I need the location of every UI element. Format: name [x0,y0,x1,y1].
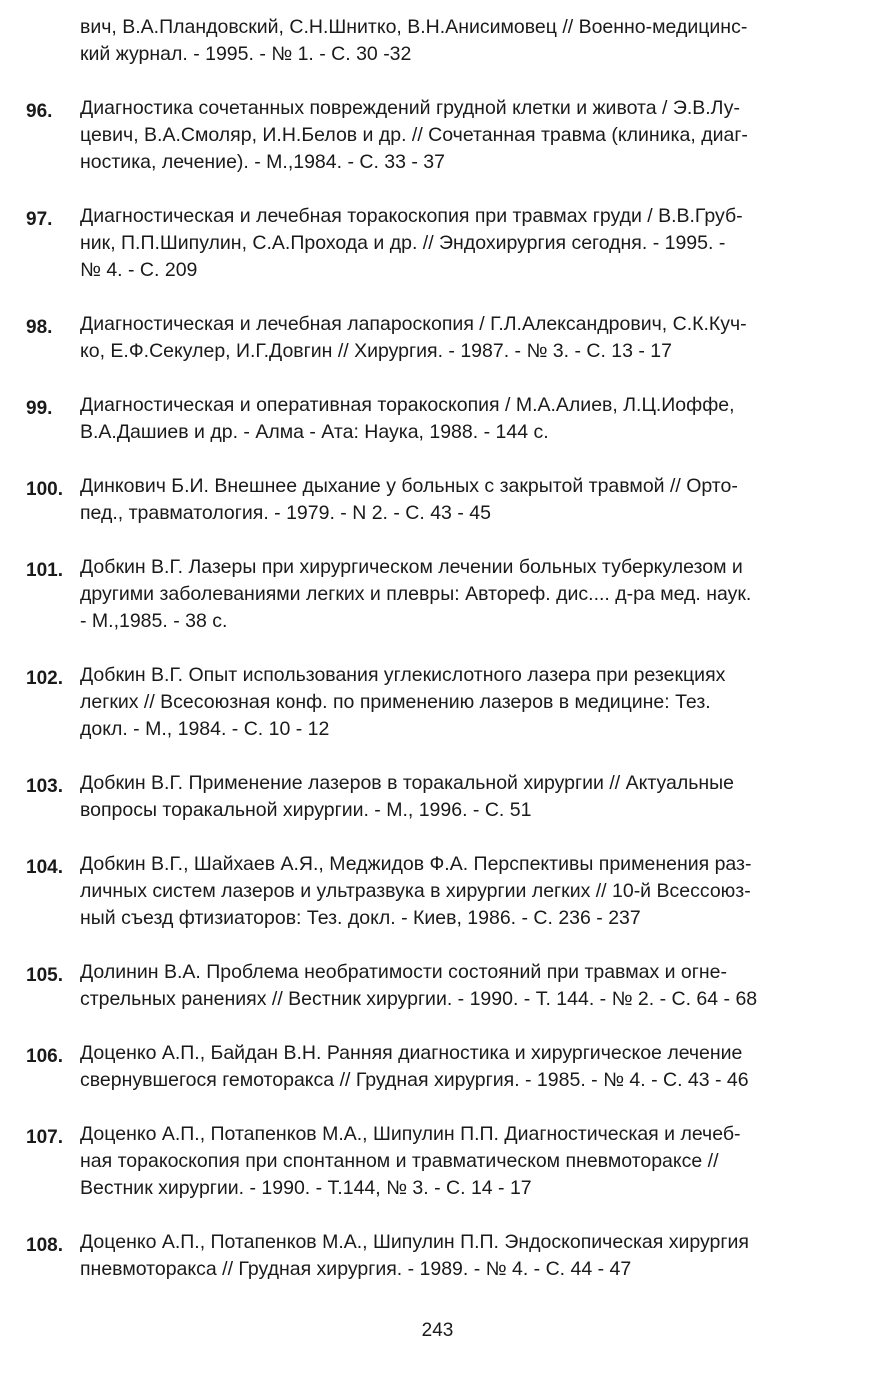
reference-item [26,311,850,365]
reference-text: Динкович Б.И. Внешнее дыхание у больных с закрытой травмой // Орто- пед., травматология. - 1979. - N 2. - С. 43 - 45 [80,475,738,524]
reference-text: Добкин В.Г., Шайхаев А.Я., Меджидов Ф.А. Перспективы применения раз- личных систем лазеров и ультразвука в хирургии легких // 10-й Всессоюз- ный съезд фтизиаторов: Тез. докл. - Киев, 1986. - С. 236 - 237 [80,853,752,929]
reference-item [26,95,850,176]
reference-list [26,14,850,1310]
reference-item [26,473,850,527]
reference-number: 96. [26,101,53,122]
reference-number: 102. [26,668,63,689]
reference-item [26,1229,850,1283]
page-number: 243 [421,1320,454,1341]
reference-number: 108. [26,1235,63,1256]
reference-item [26,770,850,824]
reference-number: 107. [26,1127,63,1148]
reference-item [26,554,850,635]
reference-item [26,203,850,284]
reference-number: 99. [26,398,53,419]
reference-item [26,1121,850,1202]
reference-number: 104. [26,857,63,878]
reference-text: Диагностика сочетанных повреждений грудной клетки и живота / Э.В.Лу- цевич, В.А.Смоляр, И.Н.Белов и др. // Сочетанная травма (клиника, диаг- ностика, лечение). - М.,1984. - С. 33 - 37 [80,97,748,173]
reference-number: 105. [26,965,63,986]
reference-text: Доценко А.П., Потапенков М.А., Шипулин П.П. Диагностическая и лечеб- ная торакоскопия при спонтанном и травматическом пневмотораксе // Вестник хирургии. - 1990. - Т.144, № 3. - С. 14 - 17 [80,1123,741,1199]
reference-text: Добкин В.Г. Опыт использования углекислотного лазера при резекциях легких // Всесоюзная конф. по применению лазеров в медицине: Тез. докл. - М., 1984. - С. 10 - 12 [80,664,726,740]
reference-text: Доценко А.П., Байдан В.Н. Ранняя диагностика и хирургическое лечение свернувшегося гемоторакса // Грудная хирургия. - 1985. - № 4. - С. 43 - 46 [80,1042,749,1091]
reference-number: 100. [26,479,63,500]
reference-text: Добкин В.Г. Применение лазеров в торакальной хирургии // Актуальные вопросы торакальной хирургии. - М., 1996. - С. 51 [80,772,735,821]
reference-item [26,392,850,446]
reference-text: вич, В.А.Пландовский, С.Н.Шнитко, В.Н.Анисимовец // Военно-медицинс- кий журнал. - 1995. - № 1. - С. 30 -32 [80,16,748,65]
reference-item [26,1040,850,1094]
reference-text: Долинин В.А. Проблема необратимости состояний при травмах и огне- стрельных ранениях // Вестник хирургии. - 1990. - Т. 144. - № 2. - С. 64 - 68 [80,961,758,1010]
reference-number: 101. [26,560,63,581]
reference-item [26,959,850,1013]
reference-number: 97. [26,209,53,230]
reference-text: Диагностическая и оперативная торакоскопия / М.А.Алиев, Л.Ц.Иоффе, В.А.Дашиев и др. - Алма - Ата: Наука, 1988. - 144 с. [80,394,735,443]
reference-text: Доценко А.П., Потапенков М.А., Шипулин П.П. Эндоскопическая хирургия пневмоторакса // Грудная хирургия. - 1989. - № 4. - С. 44 - 47 [80,1231,749,1280]
reference-item [26,851,850,932]
reference-number: 98. [26,317,53,338]
reference-item [26,662,850,743]
reference-text: Добкин В.Г. Лазеры при хирургическом лечении больных туберкулезом и другими заболеваниями легких и плевры: Автореф. дис.... д-ра мед. наук. - М.,1985. - 38 с. [80,556,752,632]
reference-number: 106. [26,1046,63,1067]
reference-number: 103. [26,776,63,797]
reference-text: Диагностическая и лечебная лапароскопия / Г.Л.Александрович, С.К.Куч- ко, Е.Ф.Секулер, И.Г.Довгин // Хирургия. - 1987. - № 3. - С. 13 - 17 [80,313,747,362]
reference-continuation [26,14,850,68]
reference-text: Диагностическая и лечебная торакоскопия при травмах груди / В.В.Груб- ник, П.П.Шипулин, С.А.Прохода и др. // Эндохирургия сегодня. - 1995. - № 4. - С. 209 [80,205,743,281]
